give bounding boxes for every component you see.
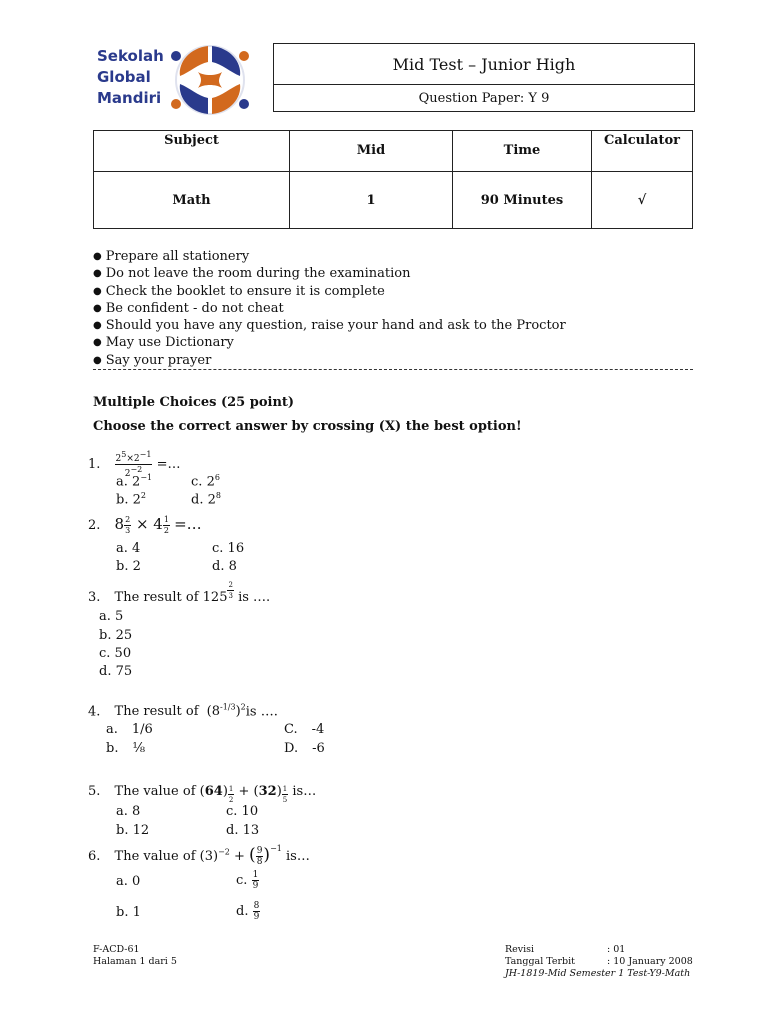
q2-option-d[interactable]: d. 8 [212, 559, 237, 574]
q5-expression: (64) $\frac{1}{2}$ + (32) $\frac{1}{5}$ [199, 784, 288, 804]
q6-option-a[interactable]: a. 0 [116, 874, 141, 889]
question-number: 2. [88, 518, 101, 533]
q3-option-d[interactable]: d. 75 [99, 664, 133, 679]
value-subject: Math [94, 172, 290, 229]
q2-expression: 8 $\frac{2}{3}$ × 4 $\frac{1}{2}$ [114, 515, 169, 535]
q5-option-b[interactable]: b. 12 [116, 823, 150, 838]
rule-item: ● Check the booklet to ensure it is complete [93, 284, 566, 301]
question-number: 6. [88, 849, 101, 864]
q4-text: The result of [114, 704, 199, 720]
q2-option-b[interactable]: b. 2 [116, 559, 141, 574]
revision-value: : 01 [607, 944, 626, 955]
question-2 [88, 515, 202, 536]
q4-option-a[interactable]: a. 1/6 [106, 722, 153, 737]
q2-tail: =… [174, 515, 202, 533]
school-name-line2: Global [97, 68, 151, 86]
header-time: Time [453, 131, 592, 172]
school-name [97, 46, 164, 109]
question-number: 1. [88, 457, 101, 472]
title-box [273, 43, 695, 112]
rule-item: ● May use Dictionary [93, 335, 566, 352]
school-name-line3: Mandiri [97, 89, 162, 107]
revision-label: Revisi [505, 944, 535, 955]
rule-item: ● Should you have any question, raise your hand and ask to the Proctor [93, 318, 566, 335]
q3-text: The result of 125 [114, 590, 228, 605]
q3-option-c[interactable]: c. 50 [99, 646, 132, 661]
q2-option-c[interactable]: c. 16 [212, 541, 245, 556]
exam-rules-list [93, 249, 566, 370]
question-5 [88, 784, 316, 805]
header-subject: Subject [94, 131, 290, 172]
issue-date-value: : 10 January 2008 [607, 956, 693, 967]
header-calculator: Calculator [592, 131, 693, 172]
q4-tail: is …. [245, 704, 278, 720]
q6-option-d[interactable]: d. $\frac{8}{9}$ [236, 901, 260, 922]
value-time: 90 Minutes [453, 172, 592, 229]
footer-left [93, 944, 177, 968]
q5-option-c[interactable]: c. 10 [226, 804, 259, 819]
q6-text: The value of [114, 849, 196, 864]
q4-expression: $(8^{-1/3})^2$ [206, 703, 246, 720]
q1-tail: =… [156, 457, 181, 472]
section-title: Multiple Choices (25 point) [93, 395, 295, 410]
issue-date-label: Tanggal Terbit [505, 956, 575, 967]
section-instruction: Choose the correct answer by crossing (X) the best option! [93, 419, 522, 434]
q4-option-d[interactable]: D. -6 [284, 741, 325, 756]
q2-option-a[interactable]: a. 4 [116, 541, 141, 556]
school-logo-icon [168, 42, 252, 118]
q1-expression: $\frac{2^5\times 2^{-1}}{2^{-2}}$ [115, 450, 152, 479]
q6-tail: is… [286, 849, 310, 864]
section-divider [93, 369, 693, 370]
value-calculator: √ [592, 172, 693, 229]
rule-item: ● Prepare all stationery [93, 249, 566, 266]
q3-tail: is …. [238, 590, 271, 605]
q6-expression: $(3)^{-2}$ + ( $\frac{9}{8}$ )$^{-1}$ [199, 843, 282, 867]
q4-option-c[interactable]: C. -4 [284, 722, 325, 737]
q1-option-c[interactable]: c. $2^6$ [191, 473, 220, 490]
paper-subtitle: Question Paper: Y 9 [418, 90, 550, 106]
q4-option-b[interactable]: b. ⅛ [106, 741, 146, 756]
form-code: F-ACD-61 [93, 944, 140, 955]
question-number: 5. [88, 784, 101, 799]
q6-option-b[interactable]: b. 1 [116, 905, 141, 920]
question-6 [88, 845, 310, 867]
footer-right [505, 944, 693, 980]
q5-tail: is… [292, 784, 317, 799]
q5-option-d[interactable]: d. 13 [226, 823, 260, 838]
q1-option-b[interactable]: b. $2^2$ [116, 491, 146, 508]
paper-title: Mid Test – Junior High [274, 44, 694, 85]
question-number: 3. [88, 590, 101, 605]
q3-option-a[interactable]: a. 5 [99, 609, 124, 624]
q1-option-a[interactable]: a. $2^{-1}$ [116, 473, 153, 490]
q6-option-c[interactable]: c. $\frac{1}{9}$ [236, 870, 259, 891]
q5-option-a[interactable]: a. 8 [116, 804, 141, 819]
exam-info-table [93, 130, 693, 229]
q3-option-b[interactable]: b. 25 [99, 628, 133, 643]
value-mid: 1 [290, 172, 453, 229]
question-4 [88, 703, 278, 719]
document-code: JH-1819-Mid Semester 1 Test-Y9-Math [505, 968, 691, 979]
rule-item: ● Be confident - do not cheat [93, 301, 566, 318]
page-indicator: Halaman 1 dari 5 [93, 956, 177, 967]
q1-option-d[interactable]: d. $2^8$ [191, 491, 221, 508]
q5-text: The value of [114, 784, 196, 799]
rule-item: ● Say your prayer [93, 353, 566, 370]
header-mid: Mid [290, 131, 453, 172]
school-name-line1: Sekolah [97, 47, 164, 65]
question-3: 3. The result of 125 $\frac{2}{3}$ is …. [88, 581, 271, 605]
rule-item: ● Do not leave the room during the examination [93, 266, 566, 283]
question-number: 4. [88, 704, 101, 720]
